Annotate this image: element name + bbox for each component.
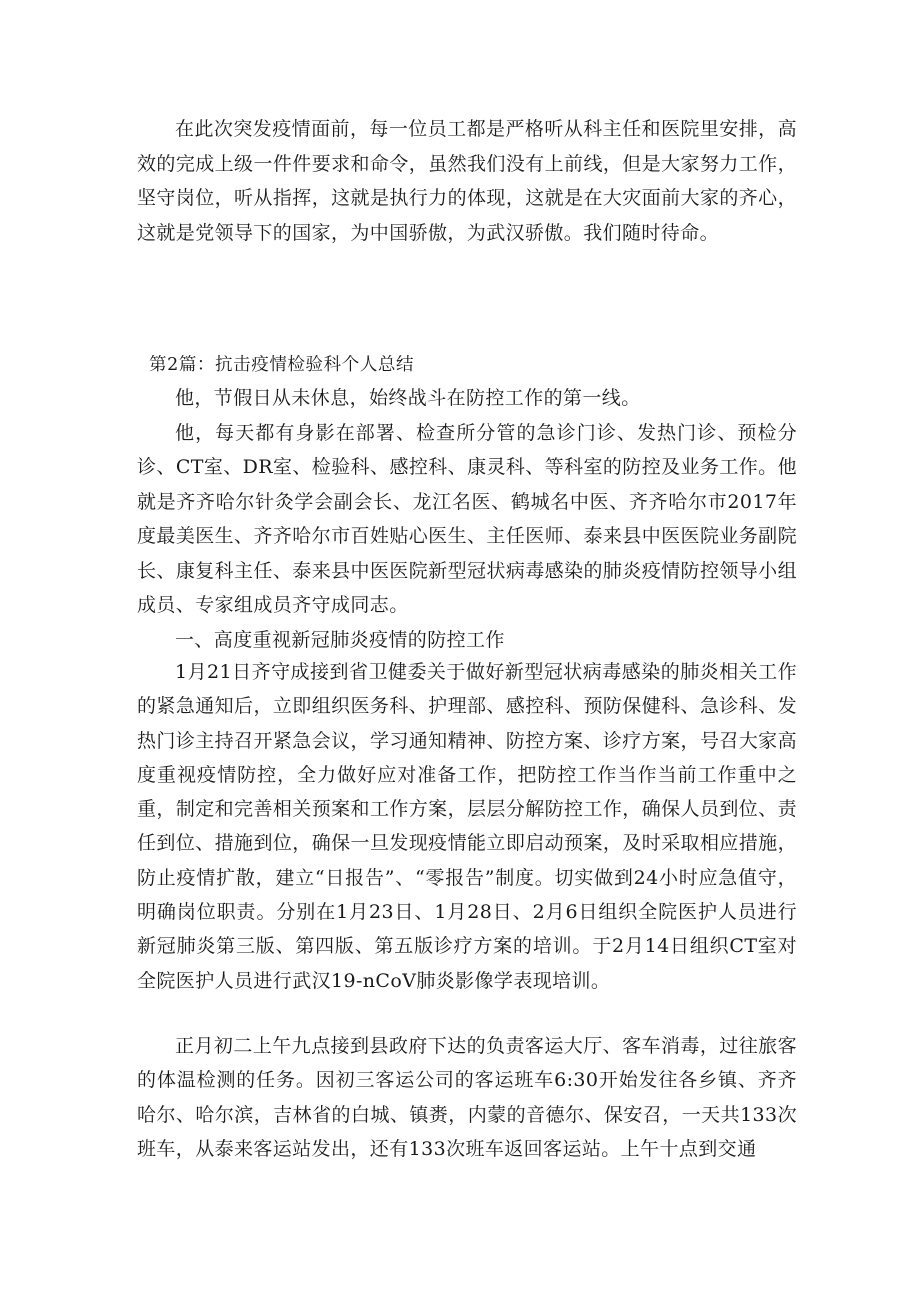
- section2-heading-block: [137, 350, 797, 380]
- section2-body-block: [137, 655, 797, 998]
- intro-paragraph-1: 他，节假日从未休息，始终战斗在防控工作的第一线。: [175, 387, 641, 409]
- sub-heading: 一、高度重视新冠肺炎疫情的防控工作: [175, 628, 505, 651]
- body-paragraph-1: 1月21日齐守成接到省卫健委关于做好新型冠状病毒感染的肺炎相关工作的紧急通知后，立即组织医务科、护理部、感控科、预防保健科、急诊科、发热门诊主持召开紧急会议，学习通知精神、防控方案、诊疗方案，号召大家高度重视疫情防控，全力做好应对准备工作，把防控工作当作当前工作重中之重，制定和完善相关预案和工作方案，层层分解防控工作，确保人员到位、责任到位、措施到位，确保一旦发现疫情能立即启动预案，及时采取相应措施，防止疫情扩散，建立“日报告”、“零报告”制度。切实做到24小时应急值守，明确岗位职责。分别在1月23日、1月28日、2月6日组织全院医护人员进行新冠肺炎第三版、第四版、第五版诊疗方案的培训。于2月14日组织CT室对全院医护人员进行武汉19-nCoV肺炎影像学表现培训。: [137, 661, 797, 992]
- section2-intro-block: [137, 381, 797, 657]
- section1-paragraph: 在此次突发疫情面前，每一位员工都是严格听从科主任和医院里安排，高效的完成上级一件件要求和命令，虽然我们没有上前线，但是大家努力工作，坚守岗位，听从指挥，这就是执行力的体现，这就是在大灾面前大家的齐心，这就是党领导下的国家，为中国骄傲，为武汉骄傲。我们随时待命。: [137, 118, 797, 244]
- body-paragraph-2: 正月初二上午九点接到县政府下达的负责客运大厅、客车消毒，过往旅客的体温检测的任务。因初三客运公司的客运班车6:30开始发往各乡镇、齐齐哈尔、哈尔滨，吉林省的白城、镇赉，内蒙的音德尔、保安召，一天共133次班车，从泰来客运站发出，还有133次班车返回客运站。上午十点到交通: [137, 1035, 797, 1160]
- section2-body-block-2: [137, 1029, 797, 1166]
- section1-block: [137, 112, 797, 250]
- intro-paragraph-2: 他，每天都有身影在部署、检查所分管的急诊门诊、发热门诊、预检分诊、CT室、DR室、检验科、感控科、康灵科、等科室的防控及业务工作。他就是齐齐哈尔针灸学会副会长、龙江名医、鹤城名中医、齐齐哈尔市2017年度最美医生、齐齐哈尔市百姓贴心医生、主任医师、泰来县中医医院业务副院长、康复科主任、泰来县中医医院新型冠状病毒感染的肺炎疫情防控领导小组成员、专家组成员齐守成同志。: [137, 421, 797, 616]
- section-heading: 第2篇：抗击疫情检验科个人总结: [149, 355, 415, 375]
